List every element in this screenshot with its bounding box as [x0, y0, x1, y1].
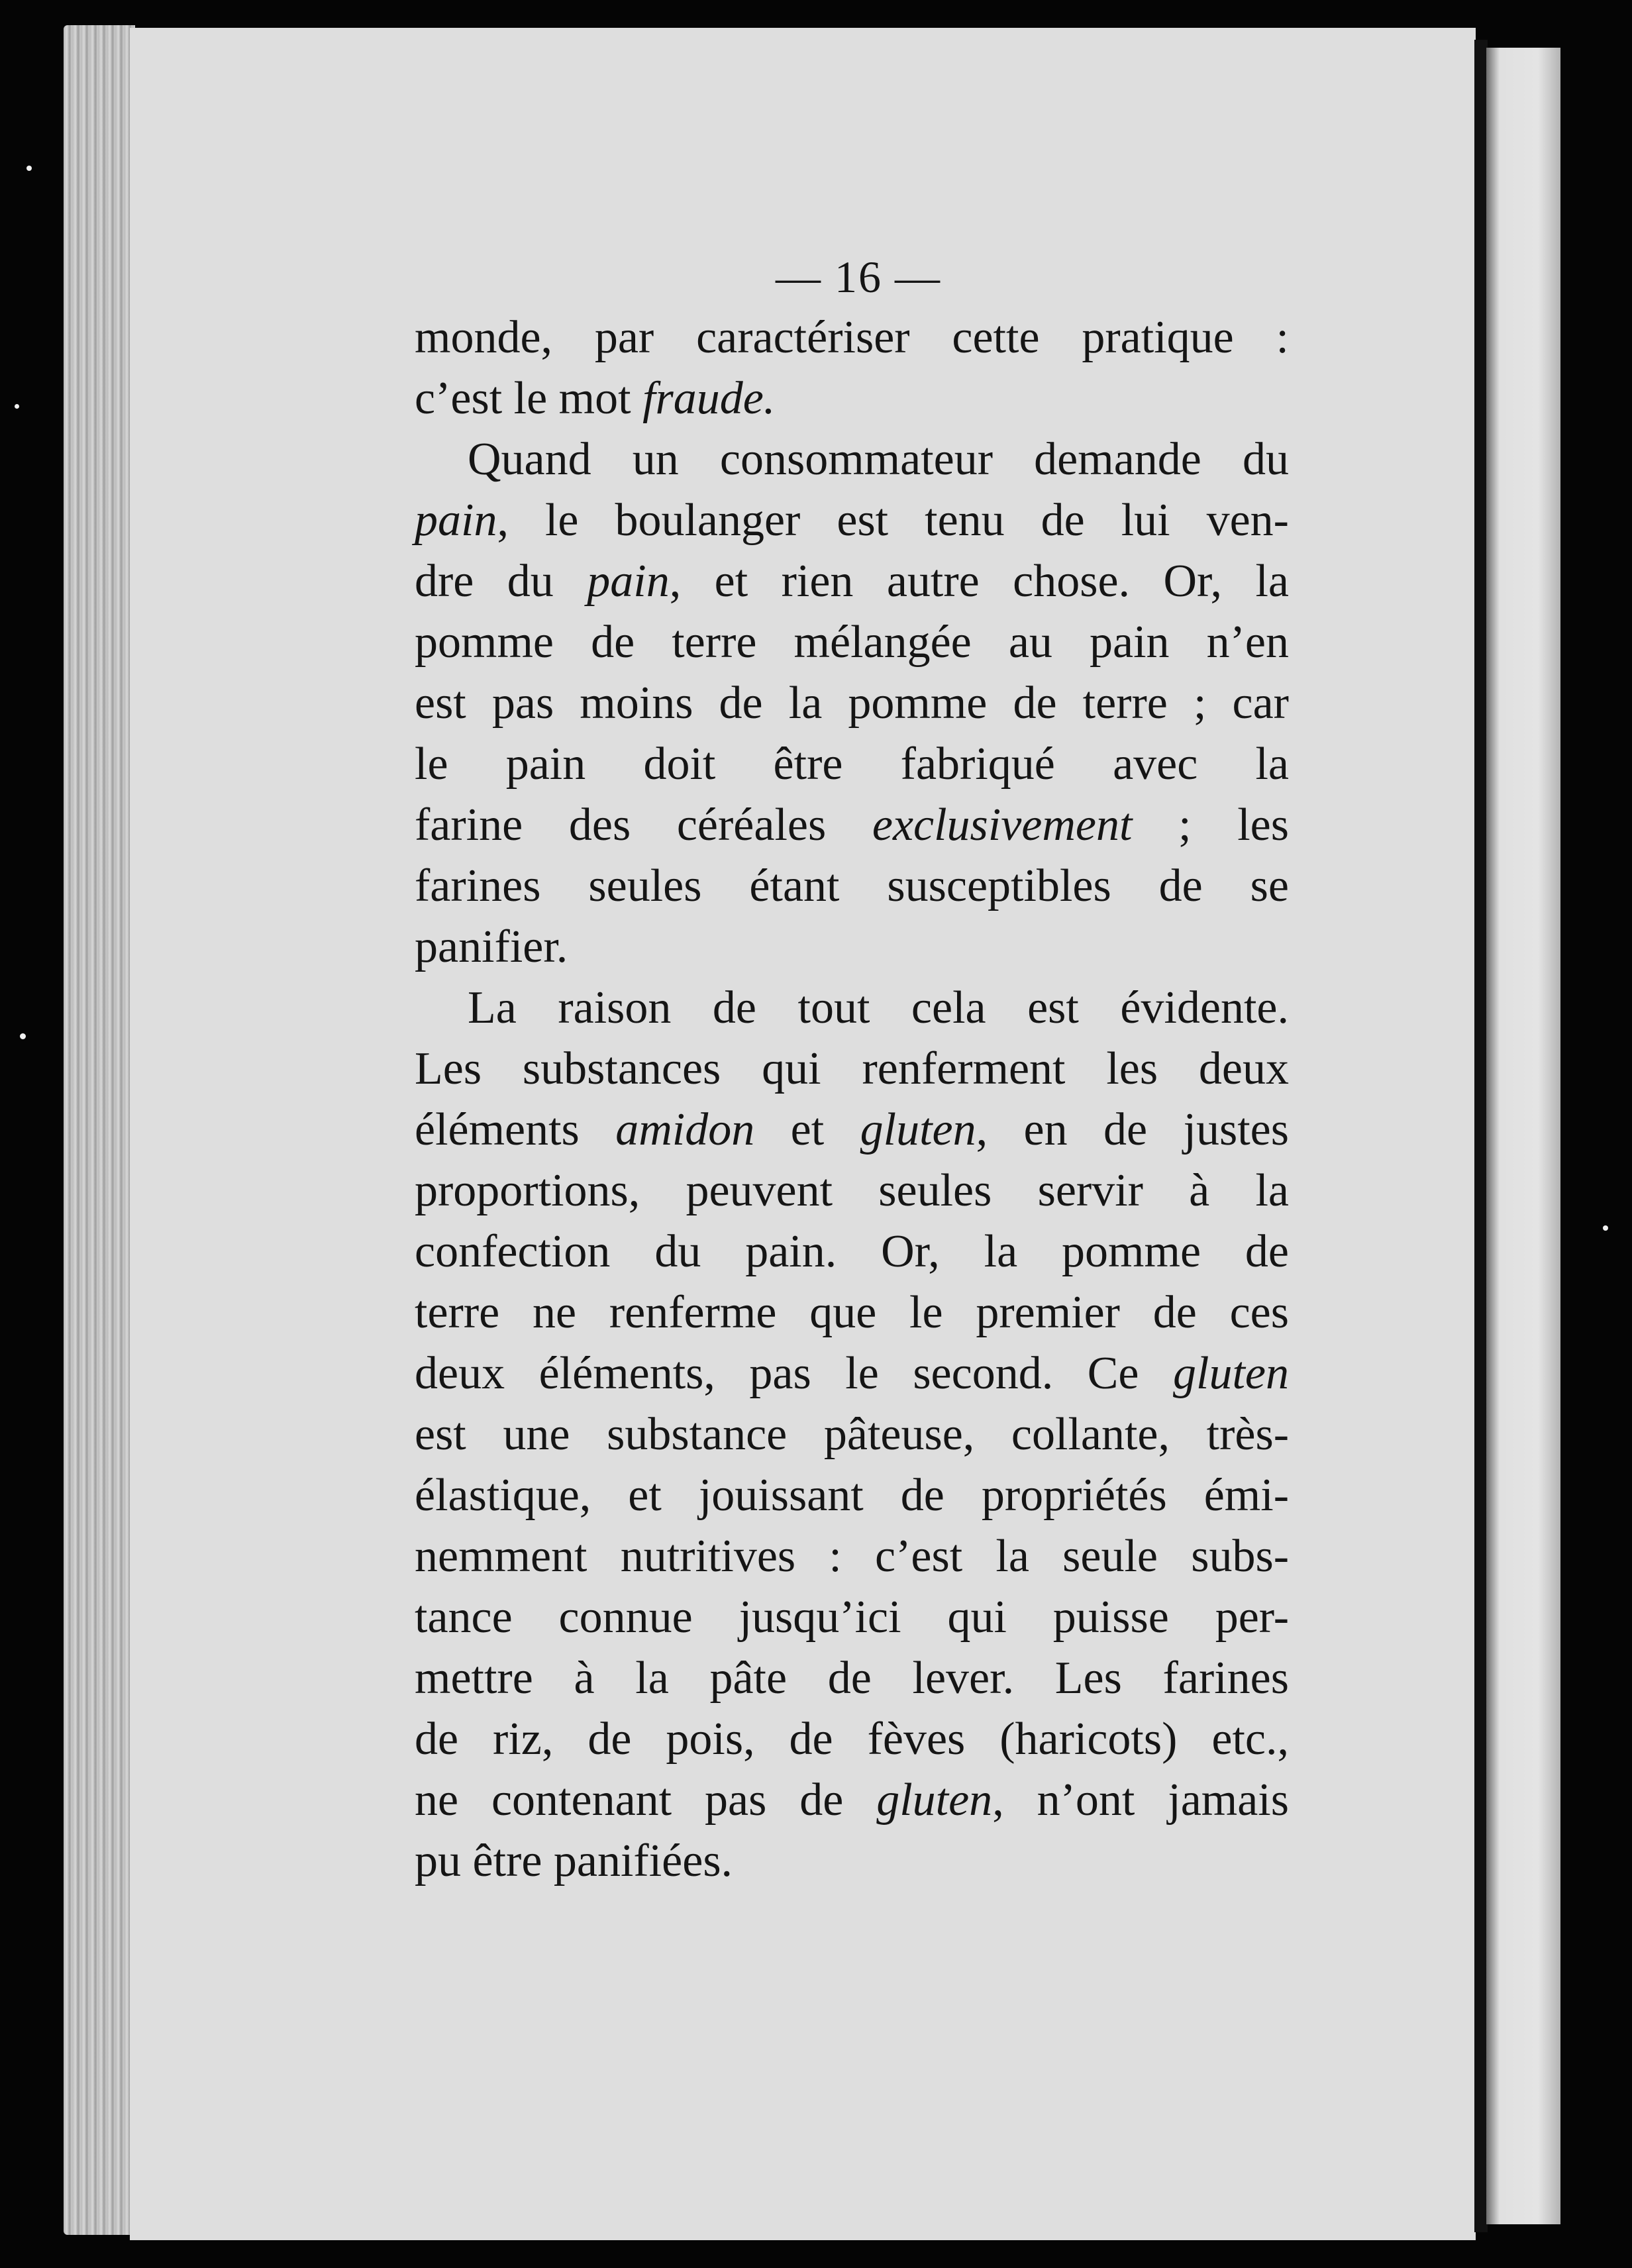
page-edge-stack — [64, 25, 135, 2235]
text-line: farine des céréales exclusivement ; les — [415, 799, 1289, 850]
italic-word: fraude. — [642, 373, 776, 424]
gutter-shadow — [1474, 40, 1488, 2232]
italic-word: gluten — [860, 1104, 976, 1155]
text-line: mettre à la pâte de lever. Les farines — [415, 1653, 1289, 1704]
text-line: deux éléments, pas le second. Ce gluten — [415, 1348, 1289, 1399]
scan-speck — [1603, 1225, 1608, 1231]
facing-page-edge — [1486, 48, 1560, 2224]
text-line: dre du pain, et rien autre chose. Or, la — [415, 556, 1289, 607]
paragraph — [415, 307, 1289, 429]
text-line: pomme de terre mélangée au pain n’en — [415, 617, 1289, 668]
page-text — [415, 246, 1289, 1892]
paragraph — [415, 429, 1289, 978]
text-line: farines seules étant susceptibles de se — [415, 860, 1289, 911]
italic-word: pain — [587, 556, 670, 607]
text-line: La raison de tout cela est évidente. — [468, 982, 1289, 1033]
page-number: — 16 — — [776, 252, 941, 302]
italic-word: exclusivement — [872, 799, 1133, 850]
text-line: confection du pain. Or, la pomme de — [415, 1226, 1289, 1277]
text-line: le pain doit être fabriqué avec la — [415, 739, 1289, 790]
text-line: panifier. — [415, 921, 568, 972]
text-line: pain, le boulanger est tenu de lui ven- — [415, 495, 1289, 546]
italic-word: gluten — [1173, 1348, 1289, 1399]
text-line: monde, par caractériser cette pratique : — [415, 312, 1289, 363]
text-line: est pas moins de la pomme de terre ; car — [415, 678, 1289, 729]
text-line: Quand un consommateur demande du — [468, 434, 1289, 485]
text-line: est une substance pâteuse, collante, très- — [415, 1409, 1289, 1460]
italic-word: gluten — [876, 1775, 993, 1826]
text-line: pu être panifiées. — [415, 1835, 733, 1886]
italic-word: pain — [415, 495, 497, 546]
text-line: c’est le mot fraude. — [415, 373, 776, 424]
text-line: terre ne renferme que le premier de ces — [415, 1287, 1289, 1338]
body-text — [415, 307, 1289, 1892]
text-line: ne contenant pas de gluten, n’ont jamais — [415, 1775, 1289, 1826]
text-line: élastique, et jouissant de propriétés émi- — [415, 1470, 1289, 1521]
text-line: Les substances qui renferment les deux — [415, 1043, 1289, 1094]
text-line: nemment nutritives : c’est la seule subs- — [415, 1531, 1289, 1582]
scan-speck — [15, 404, 19, 409]
text-line: éléments amidon et gluten, en de justes — [415, 1104, 1289, 1155]
scan-speck — [26, 166, 32, 171]
scan-speck — [20, 1033, 26, 1039]
text-line: de riz, de pois, de fèves (haricots) etc., — [415, 1714, 1289, 1765]
text-line: tance connue jusqu’ici qui puisse per- — [415, 1592, 1289, 1643]
text-line: proportions, peuvent seules servir à la — [415, 1165, 1289, 1216]
paragraph — [415, 978, 1289, 1892]
italic-word: amidon — [615, 1104, 755, 1155]
